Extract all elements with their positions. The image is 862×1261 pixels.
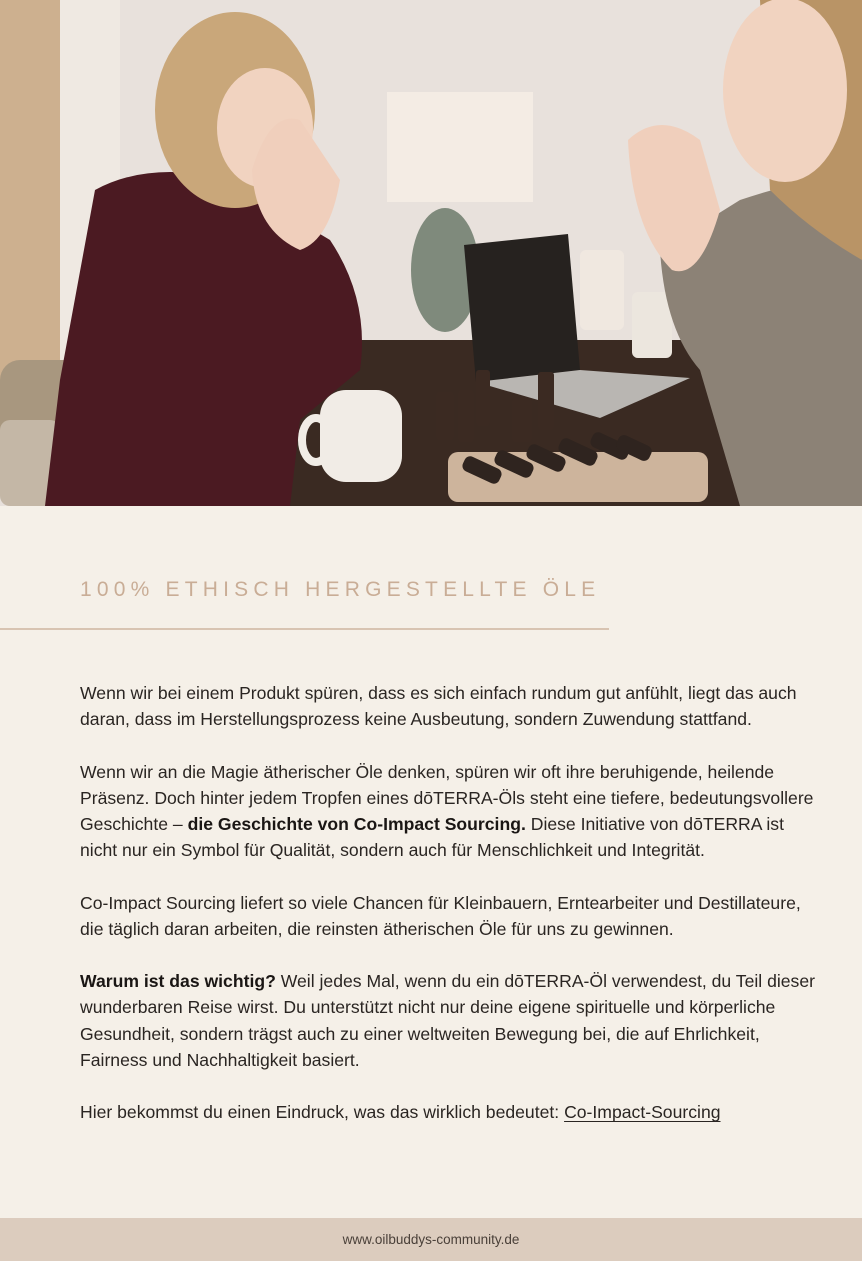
footer-website[interactable]: www.oilbuddys-community.de [342, 1232, 520, 1247]
paragraph-5 [80, 1099, 820, 1125]
paragraph-3: Co-Impact Sourcing liefert so viele Chancen für Kleinbauern, Erntearbeiter und Destillateure, die täglich daran arbeiten, die reinsten ätherischen Öle für uns zu gewinnen. [80, 892, 801, 939]
paragraph-2-emphasis: die Geschichte von Co-Impact Sourcing. [187, 814, 526, 834]
paragraph-2-text: Wenn wir an die Magie ätherischer Öle denken, spüren wir oft ihre beruhigende, heilende Präsenz. Doch hinter jedem Tropfen eines dōTERRA-Öls steht eine tiefere, bedeutungsvollere Geschichte – [80, 761, 814, 834]
paragraph-2 [80, 759, 820, 864]
footer-band [0, 1218, 862, 1261]
co-impact-sourcing-link[interactable]: Co-Impact-Sourcing [564, 1102, 721, 1123]
section-heading: 100% ETHISCH HERGESTELLTE ÖLE [80, 578, 601, 601]
paragraph-2-text-end: Diese Initiative von dōTERRA ist nicht nur ein Symbol für Qualität, sondern auch für Menschlichkeit und Integrität. [80, 814, 784, 861]
paragraph-4-text: Weil jedes Mal, wenn du ein dōTERRA-Öl verwendest, du Teil dieser wunderbaren Reise wirst. Du unterstützt nicht nur deine eigene spirituelle und körperliche Gesundheit, sondern trägst auch zu einer weltweiten Bewegung bei, die auf Ehrlichkeit, Fairness und Nachhaltigkeit basiert. [80, 971, 815, 1070]
article-body [80, 680, 820, 1152]
heading-divider [0, 628, 609, 630]
hero-photo [0, 0, 862, 506]
paragraph-4-emphasis: Warum ist das wichtig? [80, 971, 276, 992]
paragraph-5-text: Hier bekommst du einen Eindruck, was das wirklich bedeutet: [80, 1102, 565, 1123]
paragraph-4 [80, 968, 820, 1073]
paragraph-1: Wenn wir bei einem Produkt spüren, dass es sich einfach rundum gut anfühlt, liegt das auch daran, dass im Herstellungsprozess keine Ausbeutung, sondern Zuwendung stattfand. [80, 683, 797, 730]
